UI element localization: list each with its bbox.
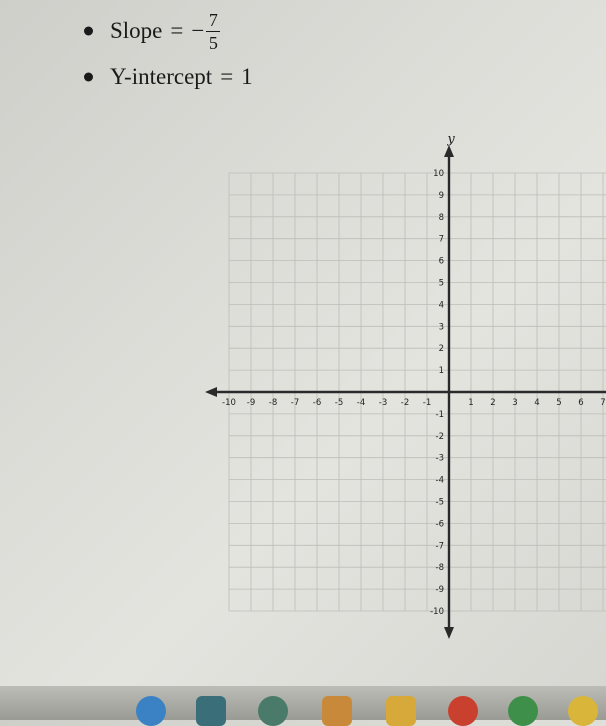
x-tick-label: -7: [290, 398, 300, 408]
y-tick-label: -10: [430, 607, 444, 617]
x-tick-label: 5: [556, 398, 562, 408]
y-tick-label: 1: [438, 366, 444, 377]
intercept-value: 1: [241, 64, 253, 89]
y-tick-label: 10: [433, 169, 444, 179]
y-tick-label: -3: [435, 453, 444, 464]
youtube-icon[interactable]: [448, 696, 478, 726]
y-tick-label: -7: [435, 541, 444, 552]
x-tick-label: -9: [246, 398, 256, 408]
intercept-equals: =: [220, 64, 234, 89]
y-tick-label: 4: [438, 300, 444, 311]
paint-icon[interactable]: [258, 696, 288, 726]
x-tick-label: 3: [512, 398, 518, 408]
slope-equals: =: [170, 18, 184, 43]
y-tick-label: 6: [438, 256, 444, 267]
x-tick-label: 1: [468, 398, 474, 408]
x-tick-label: -6: [312, 398, 322, 408]
slope-label: Slope: [110, 18, 163, 43]
docs-icon[interactable]: [386, 696, 416, 726]
y-tick-label: -9: [435, 585, 444, 596]
y-tick-label: -5: [435, 497, 444, 508]
y-tick-label: -4: [435, 475, 444, 486]
settings-icon[interactable]: [568, 696, 598, 726]
files-icon[interactable]: [196, 696, 226, 726]
x-tick-label: -1: [422, 398, 432, 408]
x-tick-label: -4: [356, 398, 366, 408]
y-tick-label: 3: [438, 322, 444, 333]
y-tick-label: 9: [438, 190, 444, 201]
y-tick-label: 5: [438, 278, 444, 289]
y-tick-label: -6: [435, 519, 444, 530]
chrome-icon[interactable]: [136, 696, 166, 726]
y-tick-label: -2: [435, 431, 444, 442]
intercept-label: Y-intercept: [110, 64, 213, 89]
x-tick-label: -8: [268, 398, 278, 408]
apps-icon[interactable]: [322, 696, 352, 726]
y-axis-label: y: [447, 132, 455, 147]
slope-sign: −: [191, 18, 205, 43]
x-tick-label: -3: [378, 398, 388, 408]
x-axis-left-arrow-icon: [205, 387, 217, 397]
slope-denominator: 5: [208, 32, 218, 53]
x-tick-label: 4: [534, 398, 540, 408]
y-tick-label: 7: [438, 234, 444, 245]
x-tick-label: -10: [222, 398, 236, 408]
y-tick-label: 2: [438, 344, 444, 355]
slope-numerator: 7: [208, 9, 218, 30]
x-tick-label: 2: [490, 398, 496, 408]
y-axis-down-arrow-icon: [444, 627, 454, 639]
y-tick-label: 8: [438, 212, 444, 223]
classroom-icon[interactable]: [508, 696, 538, 726]
x-tick-label: -2: [400, 398, 410, 408]
x-tick-label: 6: [578, 398, 584, 408]
y-tick-label: -1: [435, 409, 444, 420]
x-tick-label: -5: [334, 398, 344, 408]
x-tick-label: 7: [600, 398, 606, 408]
y-tick-label: -8: [435, 563, 444, 574]
